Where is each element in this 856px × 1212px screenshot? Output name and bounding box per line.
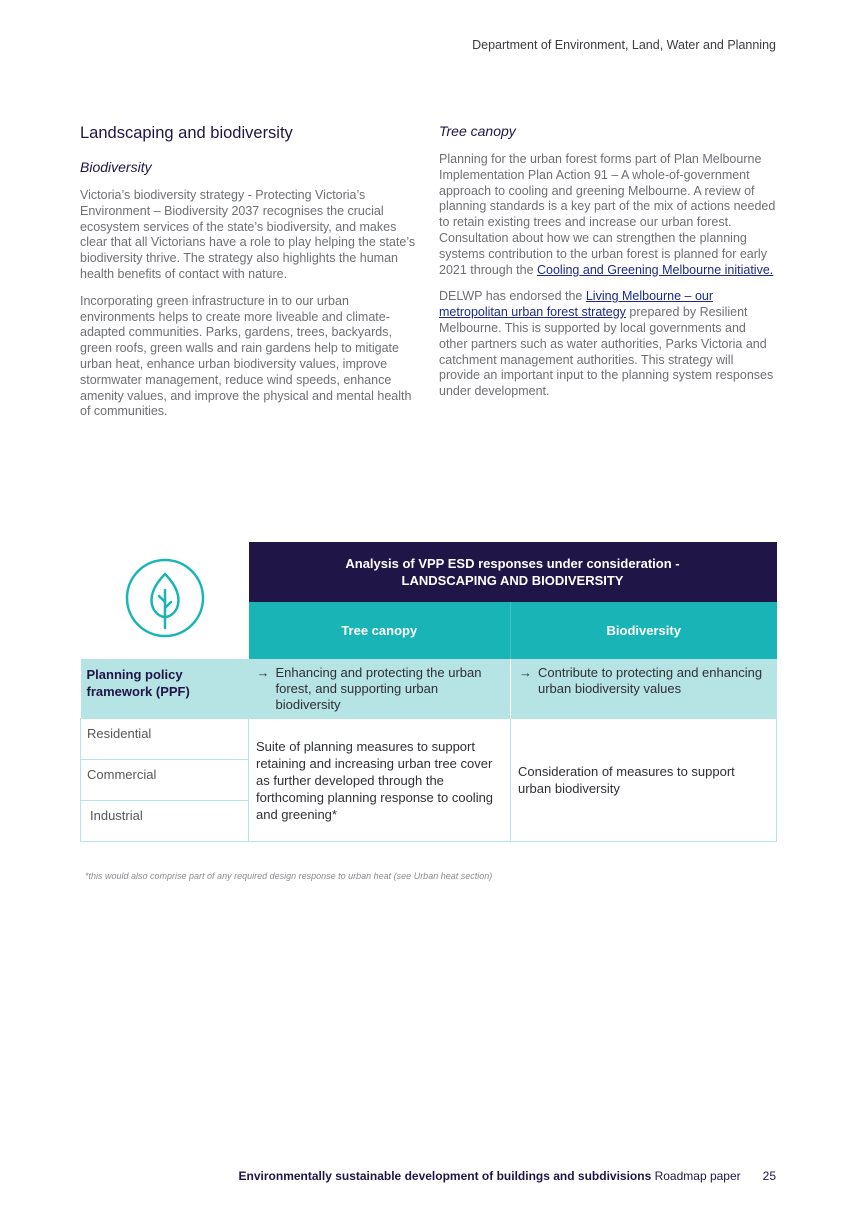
leaf-icon (123, 556, 207, 640)
section-title: Landscaping and biodiversity (80, 124, 293, 142)
tree-canopy-paragraph-1-text: Planning for the urban forest forms part of Plan Melbourne Implementation Plan Action 91 – A whole-of-government approach to cooling and greening Melbourne. A review of planning standards is a key part of the mix of actions needed to retain existing trees and increase our urban forest. Consultation about how we can strengthen the planning systems contribution to the urban forest is planned for early 2021 through the (439, 152, 776, 277)
column-header-biodiversity: Biodiversity (511, 602, 777, 659)
delwp-text: DELWP has endorsed the (439, 289, 586, 304)
header-department: Department of Environment, Land, Water and Planning (472, 38, 776, 52)
row-label-industrial: Industrial (81, 801, 249, 842)
ppf-tree-canopy (249, 659, 511, 719)
resilient-melbourne-text: prepared by Resilient Melbourne. This is supported by local governments and other partners such as water authorities, Parks Victoria and catchment management authorities. This strategy will provide an important input to the planning system responses under development. (439, 305, 774, 399)
table-title-line-2: LANDSCAPING AND BIODIVERSITY (401, 573, 624, 588)
ppf-biodiversity (511, 659, 777, 719)
leaf-icon-cell (81, 542, 249, 659)
footer-title-rest: Roadmap paper (651, 1169, 741, 1183)
living-melbourne-link[interactable]: Living Melbourne – our metropolitan urban forest strategy (439, 289, 714, 320)
table-title-line-1: Analysis of VPP ESD responses under consideration - (345, 556, 680, 571)
ppf-biodiversity-text: Contribute to protecting and enhancing urban biodiversity values (538, 665, 763, 696)
footnote: *this would also comprise part of any required design response to urban heat (see Urban heat section) (85, 871, 493, 881)
arrow-right-icon: → (519, 665, 532, 680)
row-label-residential: Residential (81, 719, 249, 760)
footer-title-bold: Environmentally sustainable development of buildings and subdivisions (238, 1169, 652, 1183)
right-column (439, 122, 777, 411)
table-title (249, 542, 777, 602)
biodiversity-paragraph-1: Victoria’s biodiversity strategy - Protecting Victoria’s Environment – Biodiversity 2037 recognises the crucial ecosystem services of the state’s biodiversity, and makes clear that all Victorians have a role to play helping the state’s biodiversity thrive. The strategy also highlights the human health benefits of contact with nature. (80, 188, 416, 281)
tree-canopy-response: Suite of planning measures to support retaining and increasing urban tree cover as further developed through the forthcoming planning response to cooling and greening* (249, 719, 511, 842)
footer (239, 1169, 776, 1183)
row-label-commercial: Commercial (81, 760, 249, 801)
tree-canopy-paragraph-2 (439, 289, 777, 400)
biodiversity-paragraph-2: Incorporating green infrastructure in to our urban environments helps to create more liveable and climate-adapted communities. Parks, gardens, trees, backyards, green roofs, green walls and rain gardens help to mitigate urban heat, enhance urban biodiversity values, improve stormwater management, reduce wind speeds, enhance amenity values, and improve the physical and mental health of communities. (80, 293, 412, 419)
tree-canopy-paragraph-1 (439, 152, 777, 278)
cooling-greening-link[interactable]: Cooling and Greening Melbourne initiative. (537, 262, 774, 277)
arrow-right-icon: → (256, 665, 270, 680)
left-column (80, 122, 418, 431)
esd-analysis-table (80, 542, 777, 842)
ppf-label: Planning policy framework (PPF) (81, 659, 249, 719)
page-number: 25 (762, 1169, 776, 1183)
column-header-tree-canopy: Tree canopy (249, 602, 511, 659)
biodiversity-subhead: Biodiversity (80, 159, 152, 175)
ppf-tree-canopy-text: Enhancing and protecting the urban forest, and supporting urban biodiversity (275, 665, 482, 712)
tree-canopy-subhead: Tree canopy (439, 123, 516, 139)
biodiversity-response: Consideration of measures to support urban biodiversity (511, 719, 777, 842)
